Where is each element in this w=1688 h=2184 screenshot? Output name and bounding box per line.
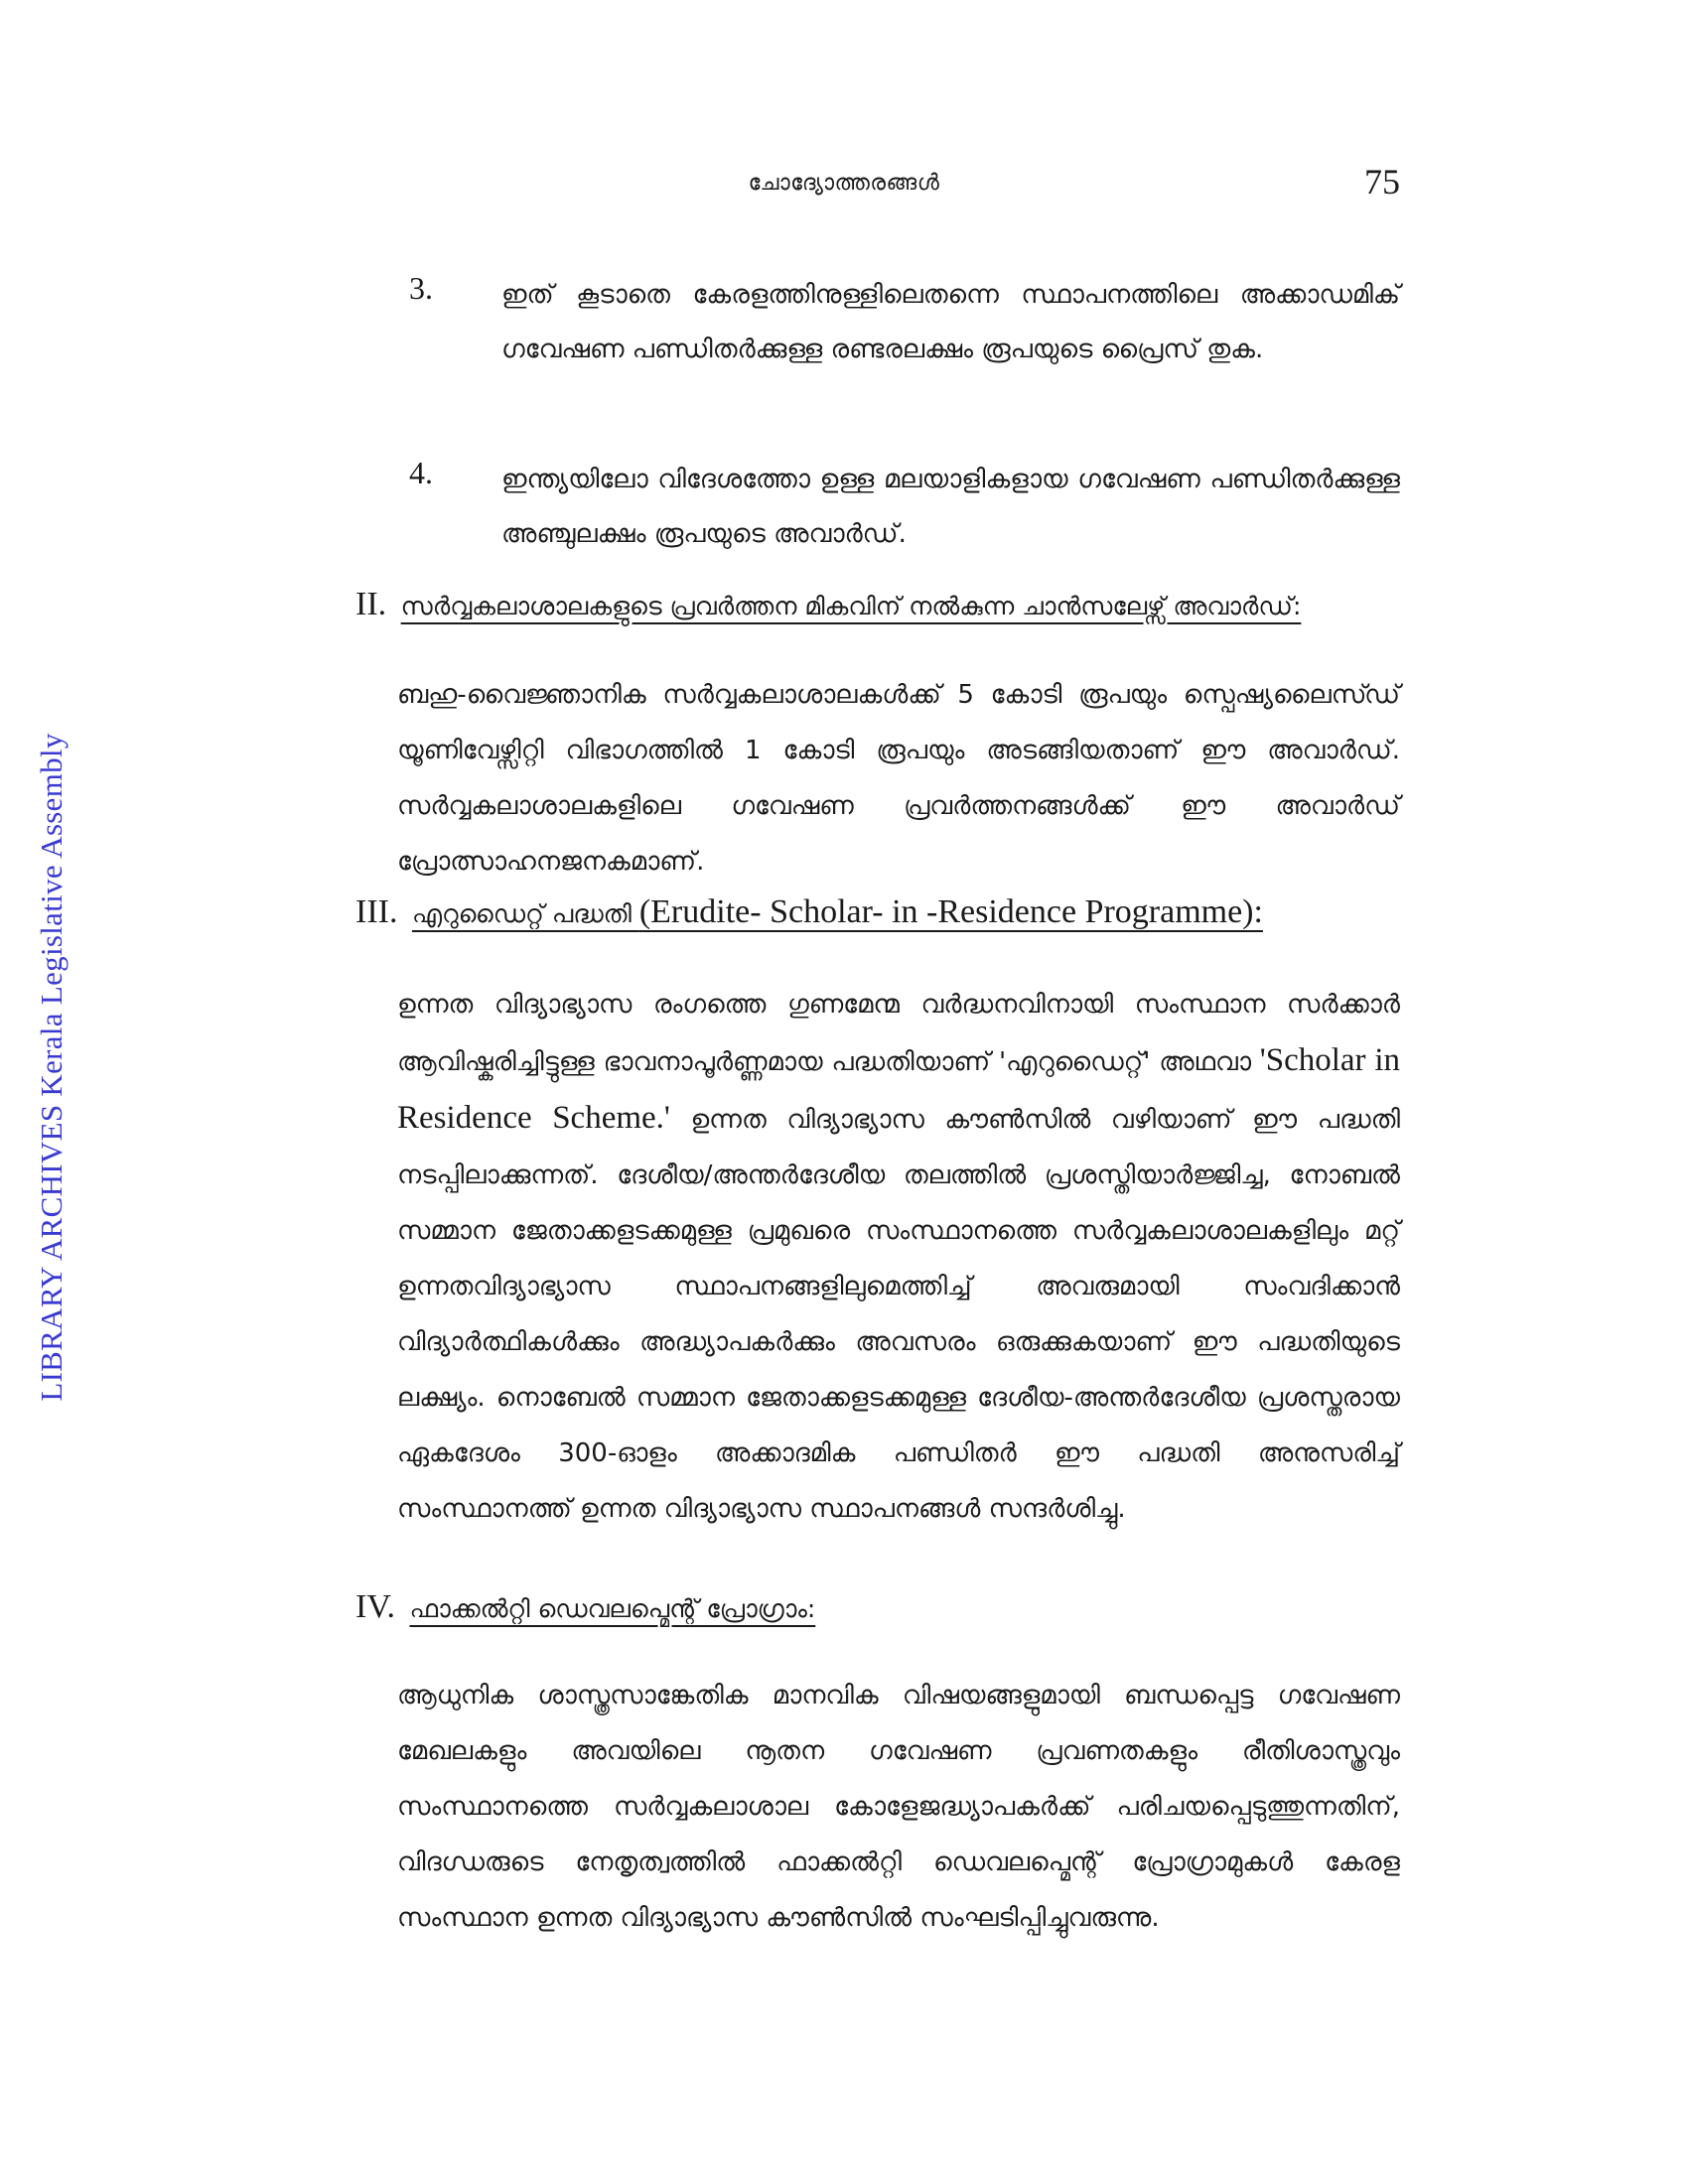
section-title-en: (Erudite- Scholar- in -Residence Programme):	[638, 893, 1263, 930]
section-paragraph	[397, 977, 1400, 1537]
section-title	[411, 893, 1263, 930]
list-item-text: ഇന്ത്യയിലോ വിദേശത്തോ ഉള്ള മലയാളികളായ ഗവേഷണ പണ്ഡിതർക്കുള്ള അഞ്ചുലക്ഷം രൂപയുടെ അവാർഡ്.	[501, 465, 1400, 549]
section-title: സർവ്വകലാശാലകളുടെ പ്രവർത്തന മികവിന് നൽകുന്ന ചാൻസലേഴ്സ് അവാർഡ്:	[400, 592, 1302, 620]
paragraph-part: ഉന്നത വിദ്യാഭ്യാസ കൗൺസിൽ വഴിയാണ് ഈ പദ്ധതി നടപ്പിലാക്കുന്നത്. ദേശീയ/അന്തർദേശീയ തലത്തിൽ പ്രശസ്തിയാർജ്ജിച്ച, നോബൽ സമ്മാന ജേതാക്കളടക്കമുള്ള പ്രമുഖരെ സംസ്ഥാനത്തെ സർവ്വകലാശാലകളിലും മറ്റ് ഉന്നതവിദ്യാഭ്യാസ സ്ഥാപനങ്ങളിലുമെത്തിച്ച് അവരുമായി സംവദിക്കാൻ വിദ്യാർത്ഥികൾക്കും അദ്ധ്യാപകർക്കും അവസരം ഒരുക്കുകയാണ് ഈ പദ്ധതിയുടെ ലക്ഷ്യം. നൊബേൽ സമ്മാന ജേതാക്കളടക്കമുള്ള ദേശീയ-അന്തർദേശീയ പ്രശസ്തരായ ഏകദേശം 300-ഓളം അക്കാദമിക പണ്ഡിതർ ഈ പദ്ധതി അനുസരിച്ച് സംസ്ഥാനത്ത് ഉന്നത വിദ്യാഭ്യാസ സ്ഥാപനങ്ങൾ സന്ദർശിച്ചു.	[397, 1105, 1400, 1524]
list-item-number: 3.	[409, 270, 433, 306]
archive-watermark: LIBRARY ARCHIVES Kerala Legislative Assembly	[34, 733, 69, 1402]
section-number: IV.	[355, 1588, 395, 1625]
section-paragraph: ആധുനിക ശാസ്ത്രസാങ്കേതിക മാനവിക വിഷയങ്ങളുമായി ബന്ധപ്പെട്ട ഗവേഷണ മേഖലകളും അവയിലെ നൂതന ഗവേഷണ പ്രവണതകളും രീതിശാസ്ത്രവും സംസ്ഥാനത്തെ സർവ്വകലാശാല കോളേജദ്ധ്യാപകർക്ക് പരിചയപ്പെടുത്തുന്നതിന്, വിദഗ്ധരുടെ നേതൃത്വത്തിൽ ഫാക്കൽറ്റി ഡെവലപ്മെന്റ് പ്രോഗ്രാമുകൾ കേരള സംസ്ഥാന ഉന്നത വിദ്യാഭ്യാസ കൗൺസിൽ സംഘടിപ്പിച്ചുവരുന്നു.	[397, 1681, 1400, 1933]
section-paragraph: ബഹു-വൈജ്ഞാനിക സർവ്വകലാശാലകൾക്ക് 5 കോടി രൂപയും സ്പെഷ്യലൈസ്ഡ് യൂണിവേഴ്സിറ്റി വിഭാഗത്തിൽ 1 കോടി രൂപയും അടങ്ങിയതാണ് ഈ അവാർഡ്. സർവ്വകലാശാലകളിലെ ഗവേഷണ പ്രവർത്തനങ്ങൾക്ക് ഈ അവാർഡ് പ്രോത്സാഹനജനകമാണ്.	[397, 680, 1400, 877]
section-number: III.	[355, 893, 398, 930]
section-title: ഫാക്കൽറ്റി ഡെവലപ്മെന്റ് പ്രോഗ്രാം:	[409, 1594, 816, 1623]
section-heading	[355, 586, 1301, 623]
page-number: 75	[1364, 162, 1400, 202]
running-head: ചോദ്യോത്തരങ്ങൾ	[748, 171, 940, 196]
list-item-text: ഇത് കൂടാതെ കേരളത്തിനുള്ളിലെതന്നെ സ്ഥാപനത്തിലെ അക്കാഡമിക് ഗവേഷണ പണ്ഡിതർക്കുള്ള രണ്ടരലക്ഷം രൂപയുടെ പ്രൈസ് തുക.	[501, 280, 1400, 364]
section-number: II.	[355, 586, 387, 622]
section-title-ml: എറുഡൈറ്റ് പദ്ധതി	[411, 899, 639, 928]
section-heading	[355, 1588, 815, 1626]
list-item-number: 4.	[409, 455, 433, 490]
section-heading	[355, 893, 1263, 931]
paragraph-part: ഉന്നത വിദ്യാഭ്യാസ രംഗത്തെ ഗുണമേന്മ വർദ്ധനവിനായി സംസ്ഥാന സർക്കാർ ആവിഷ്കരിച്ചിട്ടുള്ള ഭാവനാപൂർണ്ണമായ പദ്ധതിയാണ് 'എറുഡൈറ്റ്' അഥവാ	[397, 990, 1400, 1077]
paragraph-english-term: 'Scholar in Residence Scheme.'	[397, 1042, 1400, 1136]
